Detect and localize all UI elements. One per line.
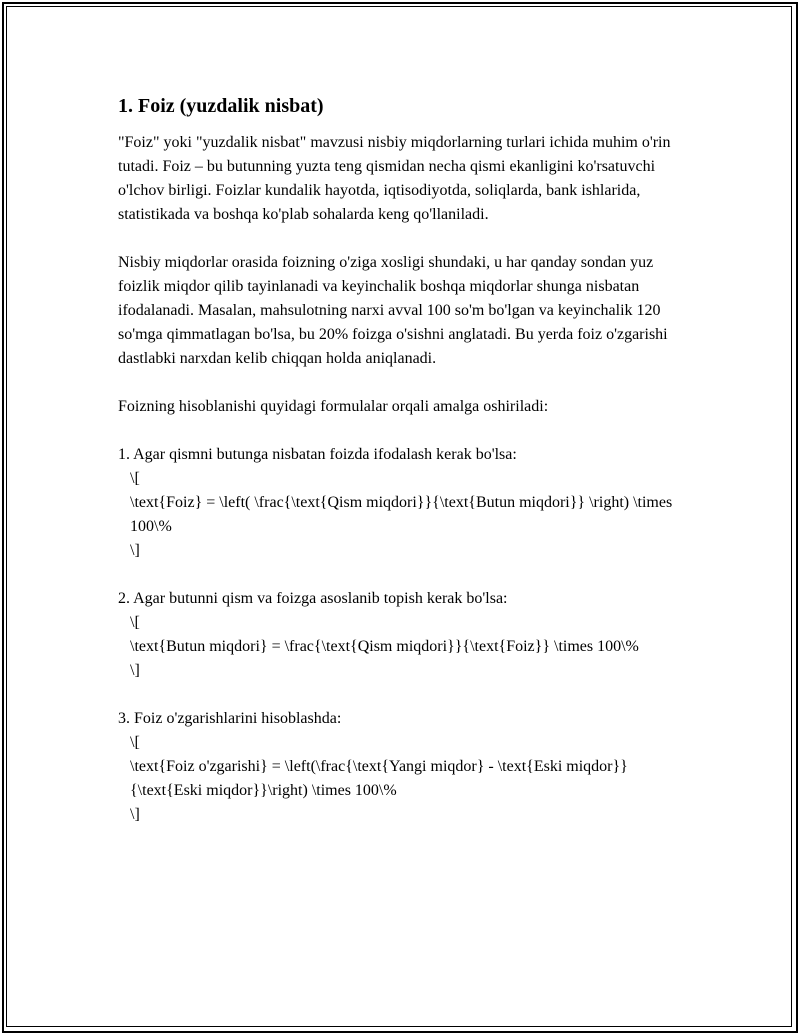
paragraph-formulas-intro: Foizning hisoblanishi quyidagi formulalar orqali amalga oshiriladi: [118,398,549,415]
formula-open: \[ [130,614,140,631]
paragraph-intro: "Foiz" yoki "yuzdalik nisbat" mavzusi nisbiy miqdorlarning turlari ichida muhim o'rin tutadi. Foiz – bu butunning yuzta teng qismidan necha qismi ekanligini ko'rsatuvchi o'lchov birligi. Foizlar kundalik hayotda, iqtisodiyotda, soliqlarda, bank ishlarida, statistikada va boshqa ko'plab sohalarda keng qo'llaniladi. [118,134,671,223]
formula-heading: 3. Foiz o'zgarishlarini hisoblashda: [118,710,342,727]
formula-body: \text{Butun miqdori} = \frac{\text{Qism miqdori}}{\text{Foiz}} \times 100\% [130,638,639,655]
formula-open: \[ [130,734,140,751]
paragraph-example: Nisbiy miqdorlar orasida foizning o'ziga xosligi shundaki, u har qanday sondan yuz foizlik miqdor qilib tayinlanadi va keyinchalik boshqa miqdorlar shunga nisbatan ifodalanadi. Masalan, mahsulotning narxi avval 100 so'm bo'lgan va keyinchalik 120 so'mga qimmatlagan bo'lsa, bu 20% foizga o'sishni anglatadi. Bu yerda foiz o'zgarishi dastlabki narxdan kelib chiqqan holda aniqlanadi. [118,254,668,367]
section-title: 1. Foiz (yuzdalik nisbat) [118,95,324,117]
document-body [118,92,688,851]
formula-block-2 [118,587,688,683]
formula-heading: 1. Agar qismni butunga nisbatan foizda ifodalash kerak bo'lsa: [118,446,517,463]
formula-open: \[ [130,470,140,487]
formula-body: \text{Foiz} = \left( \frac{\text{Qism miqdori}}{\text{Butun miqdori}} \right) \times 100\% [130,494,673,535]
formula-close: \] [130,806,140,823]
formula-close: \] [130,542,140,559]
formula-heading: 2. Agar butunni qism va foizga asoslanib topish kerak bo'lsa: [118,590,508,607]
formula-body: \text{Foiz o'zgarishi} = \left(\frac{\text{Yangi miqdor} - \text{Eski miqdor}}{\text{Eski miqdor}}\right) \times 100\% [130,758,628,799]
formula-block-1 [118,443,688,563]
formula-block-3 [118,707,688,827]
formula-close: \] [130,662,140,679]
